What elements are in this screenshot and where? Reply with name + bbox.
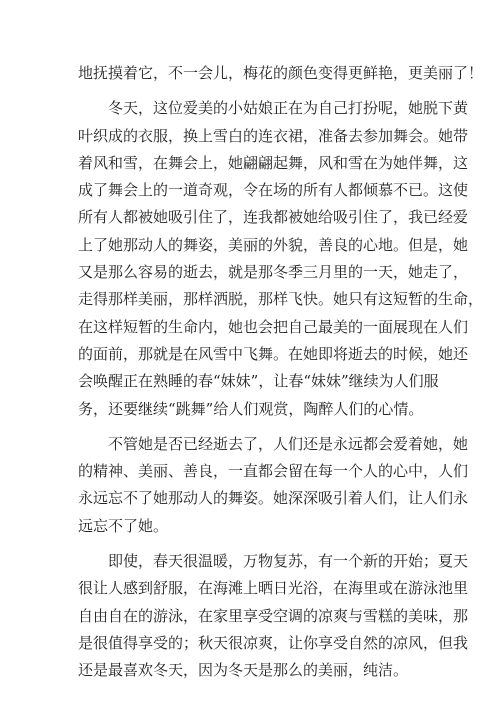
paragraph-seasons	[78, 548, 469, 684]
text-line: 永远忘不了她那动人的舞姿。她深深吸引着人们，让人们永	[78, 489, 469, 508]
paragraph-continuation	[78, 60, 484, 87]
text-line: 自由自在的游泳，在家里享受空调的凉爽与雪糕的美味，那	[78, 606, 469, 625]
paragraph-winter-dance	[78, 95, 484, 423]
paragraph-gap	[78, 87, 438, 95]
essay-body	[78, 60, 484, 685]
text-line: 是很值得享受的；秋天很凉爽，让你享受自然的凉风，但我	[78, 633, 469, 652]
paragraph-gap	[78, 540, 438, 548]
text-line: 冬天，这位爱美的小姑娘正在为自己打扮呢，她脱下黄	[78, 99, 469, 118]
text-line: 着风和雪，在舞会上，她翩翩起舞，风和雪在为她伴舞，这	[78, 153, 469, 172]
text-line: 的面前，那就是在风雪中飞舞。在她即将逝去的时候，她还	[78, 344, 469, 363]
text-line: 很让人感到舒服，在海滩上晒日光浴，在海里或在游泳池里	[78, 579, 469, 598]
text-line: 又是那么容易的逝去，就是那冬季三月里的一天，她走了，	[78, 263, 469, 282]
text-line: 上了她那动人的舞姿，美丽的外貌，善良的心地。但是，她	[78, 235, 469, 254]
text-line: 远忘不了她。	[78, 516, 169, 535]
text-line: 务，还要继续“跳舞”给人们观赏，陶醉人们的心情。	[78, 399, 424, 418]
text-line: 在这样短暂的生命内，她也会把自己最美的一面展现在人们	[78, 317, 469, 336]
text-line: 的精神、美丽、善良，一直都会留在每一个人的心中，人们	[78, 462, 469, 481]
text-line: 所有人都被她吸引住了，连我都被她给吸引住了，我已经爱	[78, 208, 469, 227]
text-line: 走得那样美丽，那样洒脱，那样飞快。她只有这短暂的生命，	[78, 290, 484, 309]
text-line: 地抚摸着它，不一会儿，梅花的颜色变得更鲜艳，更美丽了！	[78, 64, 484, 82]
text-line: 叶织成的衣服，换上雪白的连衣裙，准备去参加舞会。她带	[78, 126, 469, 145]
text-line: 会唤醒正在熟睡的春“妹妹”，让春“妹妹”继续为人们服	[78, 372, 439, 391]
text-line: 不管她是否已经逝去了，人们还是永远都会爱着她，她	[78, 434, 469, 453]
text-line: 即使，春天很温暖，万物复苏，有一个新的开始；夏天	[78, 552, 469, 571]
text-line: 还是最喜欢冬天，因为冬天是那么的美丽，纯洁。	[78, 661, 409, 680]
paragraph-gap	[78, 423, 438, 431]
paragraph-remembered	[78, 431, 469, 540]
text-line: 成了舞会上的一道奇观，令在场的所有人都倾慕不已。这使	[78, 181, 469, 200]
